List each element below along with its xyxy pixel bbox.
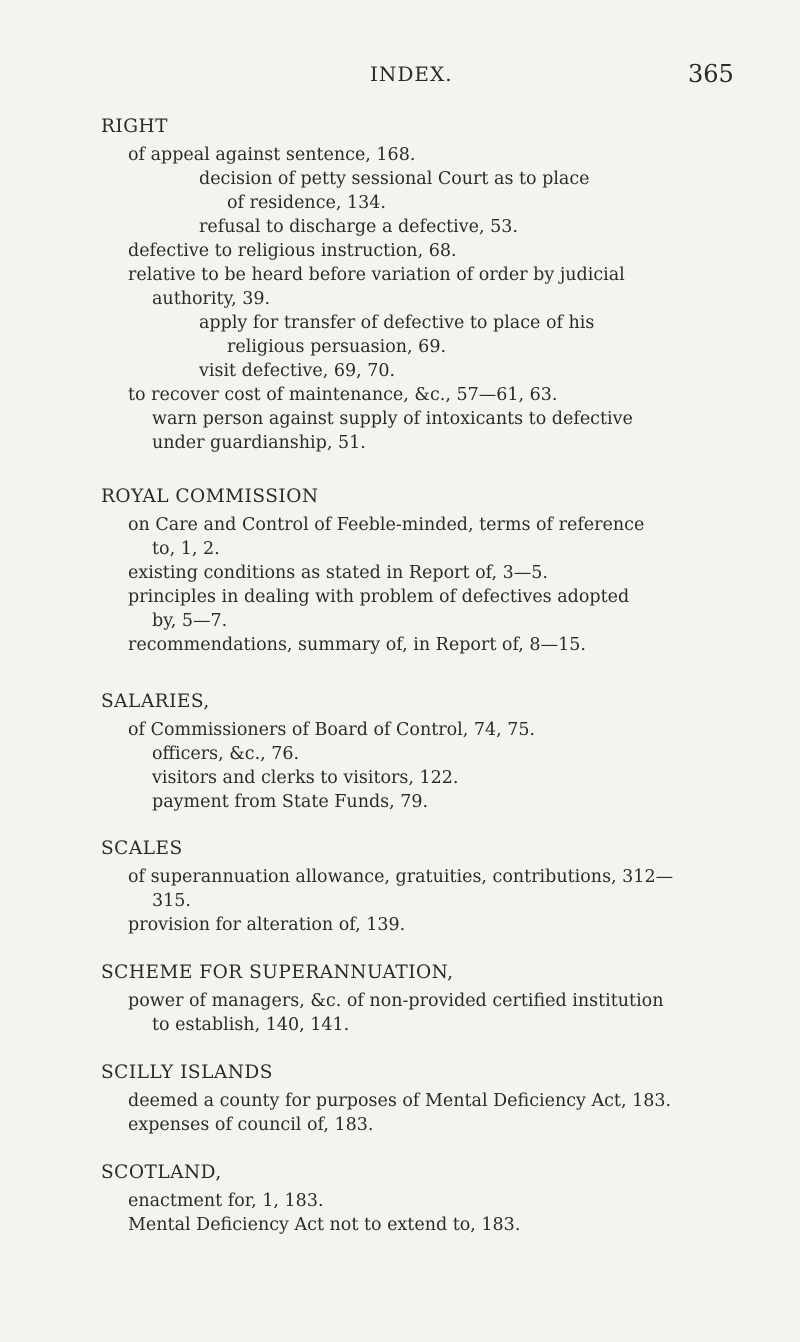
entry-line: officers, &c., 76. [152,744,300,764]
entry-line: 315. [152,891,191,911]
entry-line: decision of petty sessional Court as to place [199,169,590,189]
entry-line: apply for transfer of defective to place of his [199,313,595,333]
entry-line: recommendations, summary of, in Report of, 8—15. [128,635,586,655]
entry-line: under guardianship, 51. [152,433,366,453]
entry-heading: RIGHT [101,116,168,137]
entry-heading: SCALES [101,838,183,859]
entry-line: religious persuasion, 69. [227,337,447,357]
entry-line: to establish, 140, 141. [152,1015,350,1035]
entry-line: to, 1, 2. [152,539,220,559]
entry-line: enactment for, 1, 183. [128,1191,324,1211]
entry-line: visitors and clerks to visitors, 122. [152,768,459,788]
entry-heading: SALARIES, [101,691,210,712]
entry-line: visit defective, 69, 70. [199,361,396,381]
entry-line: of superannuation allowance, gratuities, contributions, 312— [128,867,674,887]
running-header: INDEX. [370,62,453,86]
entry-line: provision for alteration of, 139. [128,915,406,935]
entry-line: to recover cost of maintenance, &c., 57—61, 63. [128,385,558,405]
entry-heading: SCILLY ISLANDS [101,1062,273,1083]
entry-line: defective to religious instruction, 68. [128,241,457,261]
entry-line: authority, 39. [152,289,271,309]
entry-line: deemed a county for purposes of Mental Deficiency Act, 183. [128,1091,672,1111]
entry-line: warn person against supply of intoxicants to defective [152,409,633,429]
entry-line: principles in dealing with problem of defectives adopted [128,587,630,607]
entry-line: of Commissioners of Board of Control, 74, 75. [128,720,536,740]
entry-line: on Care and Control of Feeble-minded, terms of reference [128,515,645,535]
entry-line: power of managers, &c. of non-provided certified institution [128,991,664,1011]
entry-line: expenses of council of, 183. [128,1115,374,1135]
entry-line: existing conditions as stated in Report of, 3—5. [128,563,548,583]
entry-line: of residence, 134. [227,193,386,213]
entry-line: payment from State Funds, 79. [152,792,429,812]
entry-heading: SCHEME FOR SUPERANNUATION, [101,962,454,983]
entry-line: relative to be heard before variation of order by judicial [128,265,625,285]
entry-line: Mental Deficiency Act not to extend to, 183. [128,1215,521,1235]
entry-heading: SCOTLAND, [101,1162,222,1183]
page-number: 365 [688,60,734,88]
entry-line: by, 5—7. [152,611,228,631]
entry-line: refusal to discharge a defective, 53. [199,217,518,237]
entry-line: of appeal against sentence, 168. [128,145,416,165]
entry-heading: ROYAL COMMISSION [101,486,319,507]
